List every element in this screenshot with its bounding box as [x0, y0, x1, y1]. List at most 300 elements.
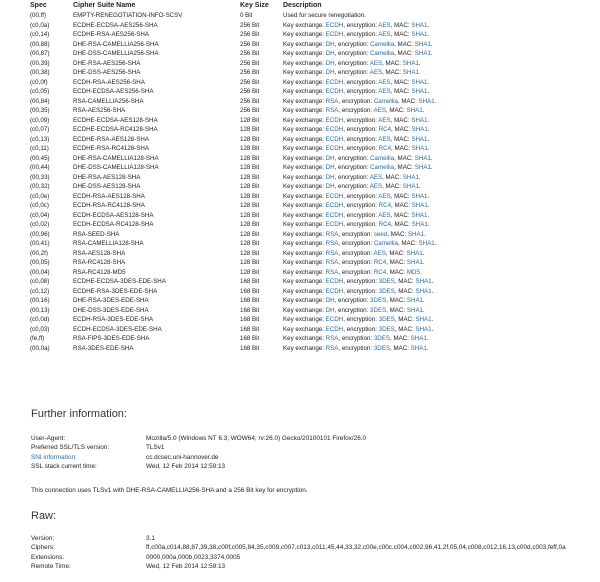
desc-label: . — [427, 192, 430, 200]
desc-label: Key exchange: — [283, 107, 326, 114]
cell-cipher-name: RSA-SEED-SHA — [73, 230, 120, 238]
desc-label: , encryption: — [334, 164, 371, 171]
cell-spec: (00,0a) — [30, 344, 50, 352]
desc-label: , MAC: — [382, 69, 403, 76]
raw-value: 3.1 — [146, 535, 155, 542]
cell-key-size: 256 Bit — [240, 40, 260, 48]
cell-key-size: 128 Bit — [240, 183, 260, 190]
desc-label: Key exchange: — [283, 31, 326, 38]
desc-mac: SHA1 — [414, 154, 431, 162]
desc-enc: 3DES — [378, 278, 395, 285]
desc-label: . — [430, 154, 433, 162]
cell-cipher-name: RSA-AES256-SHA — [73, 107, 126, 114]
table-row — [30, 249, 600, 259]
cell-spec: (00,84) — [30, 97, 50, 105]
raw-title: Raw: — [31, 510, 57, 522]
desc-label: . — [422, 107, 425, 114]
table-row — [30, 173, 600, 183]
cell-spec: (c0,0d) — [30, 316, 50, 323]
cell-cipher-name: RSA-FIPS-3DES-EDE-SHA — [73, 335, 150, 342]
desc-kx: ECDH — [325, 78, 344, 86]
desc-mac: MD5 — [406, 268, 420, 276]
table-row — [30, 182, 600, 192]
raw-row — [31, 562, 566, 571]
cell-description — [283, 163, 600, 173]
cell-key-size: 128 Bit — [240, 249, 260, 257]
cell-spec: (00,32) — [30, 183, 50, 190]
cell-key-size: 128 Bit — [240, 116, 260, 124]
desc-kx: ECDH — [325, 126, 344, 133]
cell-spec: (fe,ff) — [30, 335, 45, 342]
desc-mac: SHA1 — [402, 69, 419, 76]
cell-spec: (c0,12) — [30, 287, 50, 295]
desc-mac: SHA1 — [411, 78, 428, 86]
table-row — [30, 268, 600, 278]
further-value: Mozilla/5.0 (Windows NT 6.3; WOW64; rv:26.0) Gecko/20100101 Firefox/26.0 — [146, 435, 367, 442]
cell-key-size: 168 Bit — [240, 325, 260, 333]
desc-label: Key exchange: — [283, 221, 326, 228]
desc-label: , MAC: — [382, 173, 403, 181]
desc-label: Key exchange: — [283, 192, 326, 200]
desc-mac: SHA1 — [411, 31, 428, 38]
cell-spec: (c0,14) — [30, 31, 50, 38]
desc-enc: 3DES — [378, 316, 395, 323]
desc-enc: AES — [369, 173, 383, 181]
desc-label: Key exchange: — [283, 202, 326, 209]
desc-label: , MAC: — [397, 97, 419, 105]
desc-label: Key exchange: — [283, 21, 326, 29]
cell-cipher-name: DHE-DSS-3DES-EDE-SHA — [73, 306, 149, 314]
desc-enc: AES — [369, 69, 383, 76]
desc-kx: ECDH — [325, 135, 344, 143]
desc-label: Key exchange: — [283, 40, 326, 48]
cell-spec: (00,35) — [30, 107, 50, 114]
desc-kx: ECDH — [325, 88, 344, 95]
desc-kx: DH — [325, 59, 335, 67]
desc-mac: SHA1 — [411, 135, 428, 143]
raw-label: Version: — [31, 535, 55, 542]
desc-label: , encryption: — [343, 116, 379, 124]
cell-description — [283, 154, 600, 164]
desc-label: . — [418, 69, 421, 76]
desc-label: Key exchange: — [283, 287, 326, 295]
desc-kx: ECDH — [325, 202, 344, 209]
cell-key-size: 168 Bit — [240, 344, 260, 352]
desc-label: , MAC: — [397, 240, 419, 247]
cell-spec: (00,05) — [30, 259, 50, 266]
cell-cipher-name: EMPTY-RENEGOTIATION-INFO-SCSV — [73, 12, 183, 19]
cell-key-size: 168 Bit — [240, 316, 260, 323]
desc-label: , MAC: — [386, 268, 407, 276]
cell-description — [283, 192, 600, 202]
cell-key-size: 256 Bit — [240, 97, 260, 105]
further-label[interactable]: SNI information: — [31, 453, 77, 461]
desc-label: , MAC: — [394, 278, 416, 285]
raw-label: Ciphers: — [31, 544, 55, 552]
desc-enc: AES — [378, 135, 391, 143]
cell-key-size: 128 Bit — [240, 230, 260, 238]
cell-cipher-name: ECDH-ECDSA-RC4128-SHA — [73, 221, 154, 228]
desc-kx: RSA — [325, 344, 339, 352]
table-row — [30, 125, 600, 135]
desc-enc: Camellia — [373, 97, 398, 105]
desc-label: . — [430, 40, 433, 48]
desc-enc: seed — [373, 230, 388, 238]
raw-list — [31, 534, 566, 572]
desc-label: . — [430, 164, 433, 171]
desc-label: , encryption: — [338, 335, 374, 342]
cell-description — [283, 334, 600, 344]
table-row — [30, 220, 600, 230]
desc-label: , MAC: — [391, 126, 412, 133]
desc-enc: RC4 — [373, 268, 387, 276]
desc-enc: AES — [378, 78, 391, 86]
cell-description — [283, 87, 600, 97]
table-row — [30, 144, 600, 154]
cell-description: Used for secure renegotiation. — [283, 12, 366, 19]
desc-enc: AES — [378, 116, 391, 124]
further-row — [31, 453, 366, 462]
cell-spec: (c0,04) — [30, 211, 50, 219]
cell-spec: (c0,0e) — [30, 192, 50, 200]
desc-kx: DH — [325, 173, 335, 181]
cell-cipher-name: RSA-3DES-EDE-SHA — [73, 344, 134, 352]
desc-label: . — [427, 221, 430, 228]
desc-kx: DH — [325, 183, 335, 190]
desc-label: . — [434, 240, 437, 247]
desc-label: , MAC: — [386, 306, 407, 314]
cell-cipher-name: DHE-RSA-3DES-EDE-SHA — [73, 297, 149, 304]
desc-label: , encryption: — [343, 135, 379, 143]
desc-mac: SHA1 — [411, 88, 428, 95]
desc-label: Key exchange: — [283, 126, 326, 133]
cell-spec: (c0,13) — [30, 135, 50, 143]
cell-spec: (c0,11) — [30, 145, 49, 152]
table-row — [30, 163, 600, 173]
desc-label: . — [431, 278, 434, 285]
cell-description — [283, 78, 600, 88]
cell-spec: (c0,0c) — [30, 202, 49, 209]
desc-enc: 3DES — [378, 287, 395, 295]
cell-key-size: 168 Bit — [240, 287, 260, 295]
desc-kx: RSA — [325, 268, 339, 276]
desc-label: , encryption: — [343, 88, 379, 95]
desc-mac: SHA1 — [406, 249, 423, 257]
desc-kx: DH — [325, 297, 335, 304]
cipher-suite-table — [30, 0, 600, 353]
desc-label: , MAC: — [394, 325, 416, 333]
table-row — [30, 325, 600, 335]
desc-label: , encryption: — [338, 107, 374, 114]
header-cipher-suite-name: Cipher Suite Name — [73, 2, 136, 9]
desc-label: , MAC: — [394, 164, 415, 171]
desc-mac: SHA1 — [410, 344, 427, 352]
desc-enc: 3DES — [373, 344, 390, 352]
cell-cipher-name: ECDHE-ECDSA-RC4128-SHA — [73, 126, 158, 133]
table-header-row — [30, 0, 600, 11]
cell-key-size: 256 Bit — [240, 59, 260, 67]
desc-label: . — [427, 31, 430, 38]
desc-label: , MAC: — [385, 107, 407, 114]
desc-enc: 3DES — [378, 325, 395, 333]
desc-enc: 3DES — [373, 335, 390, 342]
cell-spec: (00,39) — [30, 59, 50, 67]
cell-key-size: 128 Bit — [240, 221, 260, 228]
cell-description — [283, 106, 600, 116]
desc-label: , encryption: — [334, 40, 371, 48]
table-row — [30, 87, 600, 97]
desc-label: , MAC: — [391, 202, 412, 209]
cell-cipher-name: RSA-AES128-SHA — [73, 249, 126, 257]
desc-label: , encryption: — [338, 240, 374, 247]
desc-label: , MAC: — [382, 183, 403, 190]
desc-label: , encryption: — [343, 278, 379, 285]
cell-description — [283, 135, 600, 145]
cell-description — [283, 173, 600, 183]
desc-label: . — [427, 116, 430, 124]
desc-label: , encryption: — [343, 31, 379, 38]
desc-label: Key exchange: — [283, 259, 326, 266]
table-row — [30, 30, 600, 40]
table-row — [30, 116, 600, 126]
desc-enc: AES — [378, 192, 391, 200]
cell-description — [283, 325, 600, 335]
cell-spec: (00,44) — [30, 164, 50, 171]
cell-cipher-name: ECDH-RSA-AES256-SHA — [73, 78, 145, 86]
cell-description — [283, 59, 600, 69]
desc-mac: SHA1 — [406, 259, 424, 266]
cell-spec: (00,ff) — [30, 12, 47, 19]
cell-cipher-name: ECDHE-ECDSA-3DES-EDE-SHA — [73, 278, 166, 285]
desc-label: , MAC: — [386, 297, 407, 304]
cell-description — [283, 344, 600, 354]
cell-spec: (00,88) — [30, 40, 50, 48]
desc-enc: RC4 — [378, 126, 392, 133]
further-value: Wed, 12 Feb 2014 12:59:13 — [146, 463, 226, 471]
desc-mac: SHA1 — [418, 97, 435, 105]
desc-label: . — [427, 88, 430, 95]
desc-label: , MAC: — [386, 259, 407, 266]
desc-label: Key exchange: — [283, 78, 326, 86]
connection-summary: This connection uses TLSv1 with DHE-RSA-CAMELLIA256-SHA and a 256 Bit key for encryption. — [31, 487, 308, 494]
desc-label: , MAC: — [390, 31, 412, 38]
desc-kx: RSA — [325, 97, 339, 105]
desc-label: , MAC: — [391, 145, 412, 152]
desc-label: , encryption: — [338, 230, 374, 238]
desc-kx: ECDH — [325, 325, 344, 333]
further-label: User-Agent: — [31, 435, 66, 442]
header-key-size: Key Size — [240, 2, 269, 9]
cell-key-size: 168 Bit — [240, 278, 260, 285]
desc-kx: ECDH — [325, 287, 344, 295]
desc-label: , encryption: — [334, 154, 371, 162]
desc-label: Key exchange: — [283, 59, 326, 67]
table-row — [30, 68, 600, 78]
desc-label: , encryption: — [334, 297, 371, 304]
cell-cipher-name: ECDHE-RSA-RC4128-SHA — [73, 145, 149, 152]
desc-label: Key exchange: — [283, 344, 326, 352]
table-row — [30, 230, 600, 240]
cell-description — [283, 97, 600, 107]
cell-description — [283, 230, 600, 240]
desc-enc: AES — [378, 31, 391, 38]
cell-key-size: 256 Bit — [240, 21, 260, 29]
desc-label: , encryption: — [343, 287, 379, 295]
desc-label: , MAC: — [387, 230, 408, 238]
desc-label: Key exchange: — [283, 164, 326, 171]
cell-cipher-name: ECDH-ECDSA-AES256-SHA — [73, 88, 154, 95]
cell-spec: (c0,05) — [30, 88, 50, 95]
desc-mac: SHA1 — [407, 230, 425, 238]
desc-label: . — [418, 173, 421, 181]
desc-label: . — [423, 306, 425, 314]
raw-value: Wed, 12 Feb 2014 12:59:13 — [146, 563, 226, 571]
desc-label: . — [418, 59, 421, 67]
further-value: TLSv1 — [146, 444, 165, 452]
table-row — [30, 287, 600, 297]
table-row — [30, 211, 600, 221]
table-row — [30, 306, 600, 316]
further-information-title: Further information: — [31, 408, 127, 420]
cell-spec: (00,87) — [30, 50, 50, 57]
table-row — [30, 78, 600, 88]
desc-mac: SHA1 — [414, 50, 431, 57]
further-information-list — [31, 434, 366, 472]
desc-label: , MAC: — [390, 88, 412, 95]
raw-row — [31, 543, 566, 552]
cell-cipher-name: RSA-RC4128-SHA — [73, 259, 126, 266]
table-row — [30, 334, 600, 344]
table-row — [30, 239, 600, 249]
cell-description — [283, 239, 600, 249]
desc-label: , MAC: — [390, 116, 412, 124]
desc-kx: ECDH — [325, 116, 344, 124]
desc-label: , encryption: — [338, 259, 374, 266]
further-row — [31, 434, 366, 443]
cell-spec: (00,41) — [30, 240, 50, 247]
desc-kx: ECDH — [325, 31, 344, 38]
desc-label: . — [427, 21, 430, 29]
cell-key-size: 168 Bit — [240, 297, 260, 304]
desc-label: , MAC: — [390, 78, 412, 86]
desc-kx: DH — [325, 306, 335, 314]
desc-label: Key exchange: — [283, 268, 326, 276]
raw-label: Extensions: — [31, 553, 65, 561]
cell-description — [283, 220, 600, 230]
desc-label: , encryption: — [334, 50, 371, 57]
desc-label: . — [426, 344, 429, 352]
cell-key-size: 128 Bit — [240, 164, 260, 171]
cell-cipher-name: ECDHE-ECDSA-AES256-SHA — [73, 21, 158, 29]
cell-description — [283, 21, 600, 31]
desc-label: , encryption: — [343, 325, 379, 333]
cell-key-size: 128 Bit — [240, 154, 260, 162]
desc-kx: RSA — [325, 107, 339, 114]
desc-enc: RC4 — [373, 259, 387, 266]
desc-mac: SHA1 — [414, 164, 431, 171]
cell-description — [283, 125, 600, 135]
raw-row — [31, 553, 566, 562]
desc-kx: ECDH — [325, 221, 344, 228]
desc-label: , encryption: — [338, 97, 374, 105]
desc-label: , encryption: — [338, 249, 374, 257]
desc-label: Key exchange: — [283, 230, 326, 238]
cell-cipher-name: ECDH-RSA-3DES-EDE-SHA — [73, 316, 154, 323]
further-value: cc.dcsec.uni-hannover.de — [146, 453, 219, 461]
desc-mac: SHA1 — [411, 221, 428, 228]
cell-cipher-name: ECDH-ECDSA-AES128-SHA — [73, 211, 154, 219]
cell-cipher-name: DHE-RSA-AES128-SHA — [73, 173, 141, 181]
desc-label: , encryption: — [338, 344, 374, 352]
cell-description — [283, 182, 600, 192]
table-row — [30, 344, 600, 354]
desc-kx: RSA — [325, 240, 339, 247]
table-row — [30, 40, 600, 50]
desc-mac: SHA1 — [402, 59, 419, 67]
raw-label: Remote Time: — [31, 563, 71, 571]
table-row — [30, 296, 600, 306]
desc-mac: SHA1 — [415, 316, 432, 323]
desc-mac: SHA1 — [418, 240, 435, 247]
desc-mac: SHA1 — [414, 40, 431, 48]
desc-enc: AES — [378, 88, 391, 95]
desc-label: , encryption: — [343, 316, 379, 323]
desc-label: Key exchange: — [283, 316, 326, 323]
cell-description — [283, 49, 600, 59]
desc-enc: RC4 — [378, 145, 392, 152]
table-row — [30, 11, 600, 21]
table-row — [30, 106, 600, 116]
desc-kx: ECDH — [325, 192, 344, 200]
raw-value: 0000,000a,000b,0023,3374,0005 — [146, 553, 241, 561]
desc-label: Key exchange: — [283, 50, 326, 57]
cell-cipher-name: ECDHE-RSA-AES256-SHA — [73, 31, 149, 38]
desc-label: . — [427, 202, 430, 209]
header-spec: Spec — [30, 2, 47, 9]
desc-label: Key exchange: — [283, 240, 326, 247]
desc-label: , MAC: — [394, 316, 416, 323]
desc-kx: ECDH — [325, 21, 344, 29]
desc-label: Key exchange: — [283, 88, 326, 95]
cell-spec: (00,33) — [30, 173, 50, 181]
desc-kx: ECDH — [325, 145, 344, 152]
cell-cipher-name: ECDHE-ECDSA-AES128-SHA — [73, 116, 158, 124]
desc-enc: RC4 — [378, 202, 392, 209]
table-row — [30, 277, 600, 287]
desc-label: Key exchange: — [283, 306, 326, 314]
cipher-table-body — [30, 11, 600, 353]
desc-enc: AES — [378, 211, 391, 219]
cell-spec: (00,13) — [30, 306, 50, 314]
cell-description — [283, 68, 600, 78]
desc-label: . — [434, 97, 437, 105]
desc-label: , MAC: — [394, 40, 415, 48]
desc-mac: SHA1 — [411, 202, 428, 209]
desc-mac: SHA1 — [406, 297, 424, 304]
cell-key-size: 128 Bit — [240, 192, 260, 200]
desc-label: , MAC: — [391, 221, 412, 228]
desc-mac: SHA1 — [406, 107, 423, 114]
desc-kx: RSA — [325, 230, 339, 238]
desc-label: , MAC: — [390, 344, 411, 352]
desc-label: , encryption: — [343, 221, 379, 228]
raw-row — [31, 534, 566, 543]
desc-kx: DH — [325, 164, 335, 171]
cell-description — [283, 306, 600, 316]
desc-label: . — [426, 335, 429, 342]
desc-label: , MAC: — [394, 50, 415, 57]
cell-cipher-name: DHE-DSS-AES256-SHA — [73, 69, 141, 76]
